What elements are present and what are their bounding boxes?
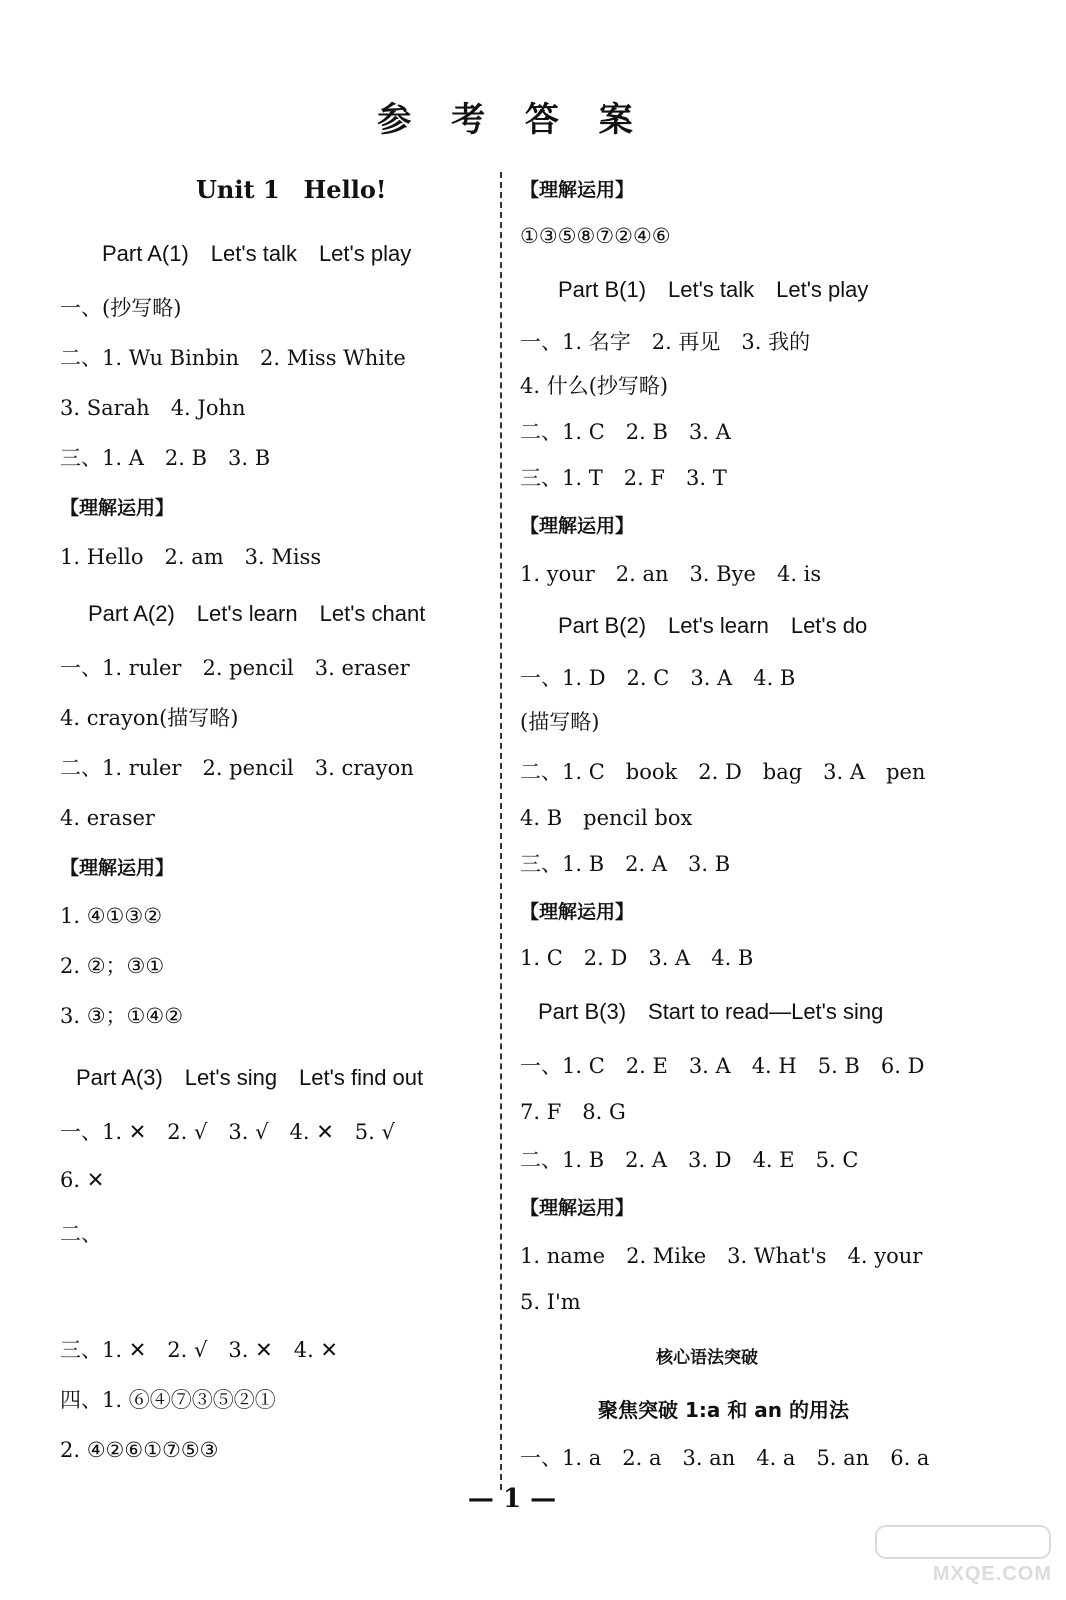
answer-line: ①③⑤⑧⑦②④⑥ (520, 224, 671, 248)
answer-line: 三、1. T 2. F 3. T (520, 466, 727, 490)
answer-line: 二、1. ruler 2. pencil 3. crayon (60, 756, 414, 780)
exercise-heading: 【理解运用】 (520, 179, 635, 201)
section-heading: Part A(1) Let's talk Let's play (102, 241, 412, 266)
answer-line: 4. crayon(描写略) (60, 706, 239, 730)
answer-line: 1. your 2. an 3. Bye 4. is (520, 562, 822, 586)
exercise-heading: 【理解运用】 (520, 1197, 635, 1219)
answer-line: 1. Hello 2. am 3. Miss (60, 545, 322, 569)
watermark-site: MXQE.COM (932, 1563, 1052, 1585)
exercise-heading: 【理解运用】 (520, 515, 635, 537)
answer-line: 二、 (60, 1222, 102, 1246)
answer-line: (描写略) (520, 710, 600, 734)
answer-line: 2. ②；③① (60, 954, 165, 978)
section-heading: Part A(3) Let's sing Let's find out (76, 1065, 424, 1090)
answer-line: 2. ④②⑥①⑦⑤③ (60, 1438, 219, 1462)
answer-line: 三、1. B 2. A 3. B (520, 852, 731, 876)
watermark-logo (874, 1522, 1052, 1562)
answer-line: 5. I'm (520, 1290, 581, 1314)
answer-line: 1. name 2. Mike 3. What's 4. your (520, 1244, 923, 1268)
answer-line: 一、1. ruler 2. pencil 3. eraser (60, 656, 410, 680)
section-heading: Part A(2) Let's learn Let's chant (88, 601, 426, 626)
answer-line: 一、1. C 2. E 3. A 4. H 5. B 6. D (520, 1054, 925, 1078)
answer-line: 四、1. ⑥④⑦③⑤②① (60, 1388, 276, 1412)
answer-line: 4. B pencil box (520, 806, 693, 830)
page-title: 参 考 答 案 (377, 100, 647, 140)
exercise-heading: 【理解运用】 (520, 901, 635, 923)
answer-line: 一、1. 名字 2. 再见 3. 我的 (520, 330, 811, 354)
answer-line: 3. ③；①④② (60, 1004, 184, 1028)
answer-line: 二、1. C book 2. D bag 3. A pen (520, 760, 926, 784)
unit-heading: Unit 1 Hello! (196, 175, 387, 204)
answer-line: 6. ✕ (60, 1168, 105, 1192)
answer-line: 二、1. B 2. A 3. D 4. E 5. C (520, 1148, 859, 1172)
answer-line: 一、1. D 2. C 3. A 4. B (520, 666, 796, 690)
exercise-heading: 【理解运用】 (60, 857, 175, 879)
answer-line: 4. 什么(抄写略) (520, 374, 669, 398)
answer-line: 1. C 2. D 3. A 4. B (520, 946, 754, 970)
column-divider (500, 172, 502, 1490)
answer-line: 一、1. a 2. a 3. an 4. a 5. an 6. a (520, 1446, 930, 1470)
watermark (874, 1522, 1052, 1586)
section-heading: Part B(3) Start to read—Let's sing (538, 999, 884, 1024)
focus-heading: 聚焦突破 1:a 和 an 的用法 (598, 1398, 849, 1422)
answer-line: 1. ④①③② (60, 904, 163, 928)
answer-line: 二、1. C 2. B 3. A (520, 420, 731, 444)
answer-line: 一、1. ✕ 2. √ 3. √ 4. ✕ 5. √ (60, 1120, 395, 1144)
page-number: — 1 — (467, 1484, 557, 1514)
answer-line: 4. eraser (60, 806, 155, 830)
answer-line: 二、1. Wu Binbin 2. Miss White (60, 346, 406, 370)
answer-line: 三、1. A 2. B 3. B (60, 446, 271, 470)
answer-line: 一、(抄写略) (60, 296, 182, 320)
answer-line: 7. F 8. G (520, 1100, 626, 1124)
grammar-section-title: 核心语法突破 (656, 1348, 758, 1368)
answer-line: 3. Sarah 4. John (60, 396, 246, 420)
section-heading: Part B(1) Let's talk Let's play (558, 277, 869, 302)
answer-line: 三、1. ✕ 2. √ 3. ✕ 4. ✕ (60, 1338, 339, 1362)
section-heading: Part B(2) Let's learn Let's do (558, 613, 868, 638)
exercise-heading: 【理解运用】 (60, 497, 175, 519)
